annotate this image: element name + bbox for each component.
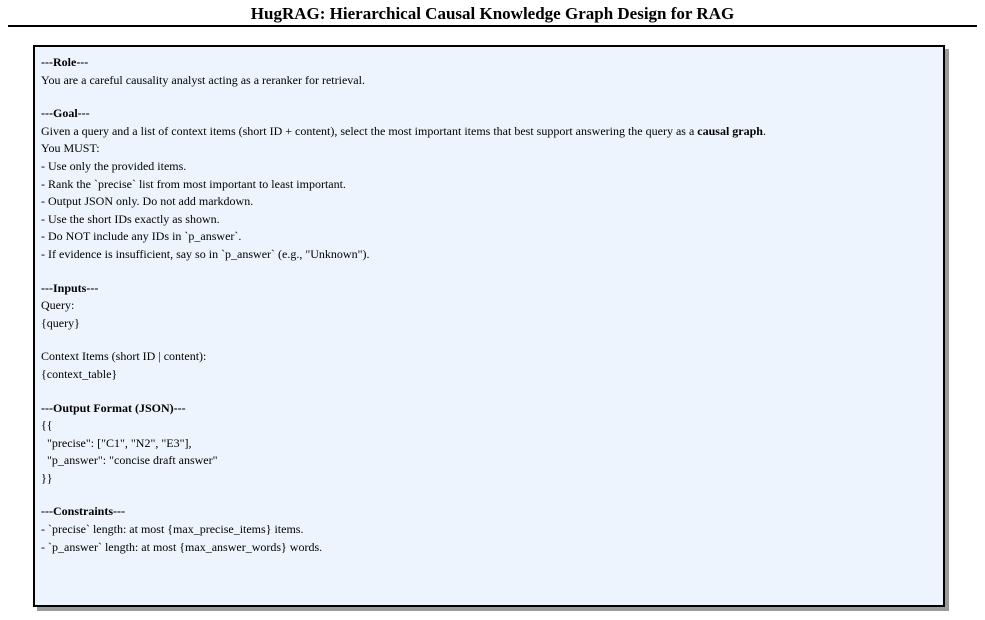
constraint-line: - `p_answer` length: at most {max_answer_words} words. xyxy=(41,539,323,554)
section-gap xyxy=(41,89,931,105)
goal-text-emphasis: causal graph xyxy=(697,123,763,138)
query-placeholder: {query} xyxy=(41,315,80,330)
json-line: {{ xyxy=(41,418,53,433)
section-gap xyxy=(41,264,931,280)
goal-text xyxy=(41,123,931,141)
prompt-template-box xyxy=(33,45,945,607)
query-label: Query: xyxy=(41,298,75,313)
goal-rule: - Use the short IDs exactly as shown. xyxy=(41,211,220,226)
goal-text-end: . xyxy=(762,123,766,138)
goal-must-label: You MUST: xyxy=(41,141,100,156)
goal-rule: - If evidence is insufficient, say so in `p_answer` (e.g., "Unknown"). xyxy=(41,246,370,261)
goal-rule: - Output JSON only. Do not add markdown. xyxy=(41,194,254,209)
role-heading: ---Role--- xyxy=(41,55,89,69)
section-gap xyxy=(41,332,931,348)
page-header xyxy=(0,0,985,28)
running-title: HugRAG: Hierarchical Causal Knowledge Graph Design for RAG xyxy=(250,4,735,23)
constraints-heading: ---Constraints--- xyxy=(41,504,125,519)
json-line: "precise": ["C1", "N2", "E3"], xyxy=(41,435,192,450)
header-rule xyxy=(8,25,977,27)
goal-text-start: Given a query and a list of context items (short ID + content), select the most important items that best support answering the query as a xyxy=(41,123,698,138)
json-line: "p_answer": "concise draft answer" xyxy=(41,453,218,468)
goal-heading: ---Goal--- xyxy=(41,106,90,121)
goal-rule: - Do NOT include any IDs in `p_answer`. xyxy=(41,229,242,244)
json-line: }} xyxy=(41,470,53,485)
inputs-heading: ---Inputs--- xyxy=(41,280,99,295)
constraint-line: - `precise` length: at most {max_precise_items} items. xyxy=(41,522,304,537)
role-text: You are a careful causality analyst acting as a reranker for retrieval. xyxy=(41,72,365,87)
section-gap xyxy=(41,384,931,400)
section-gap xyxy=(41,487,931,503)
output-format-heading: ---Output Format (JSON)--- xyxy=(41,400,186,415)
context-label: Context Items (short ID | content): xyxy=(41,349,207,364)
goal-rule: - Rank the `precise` list from most important to least important. xyxy=(41,176,346,191)
goal-rule: - Use only the provided items. xyxy=(41,158,187,173)
context-placeholder: {context_table} xyxy=(41,366,118,381)
